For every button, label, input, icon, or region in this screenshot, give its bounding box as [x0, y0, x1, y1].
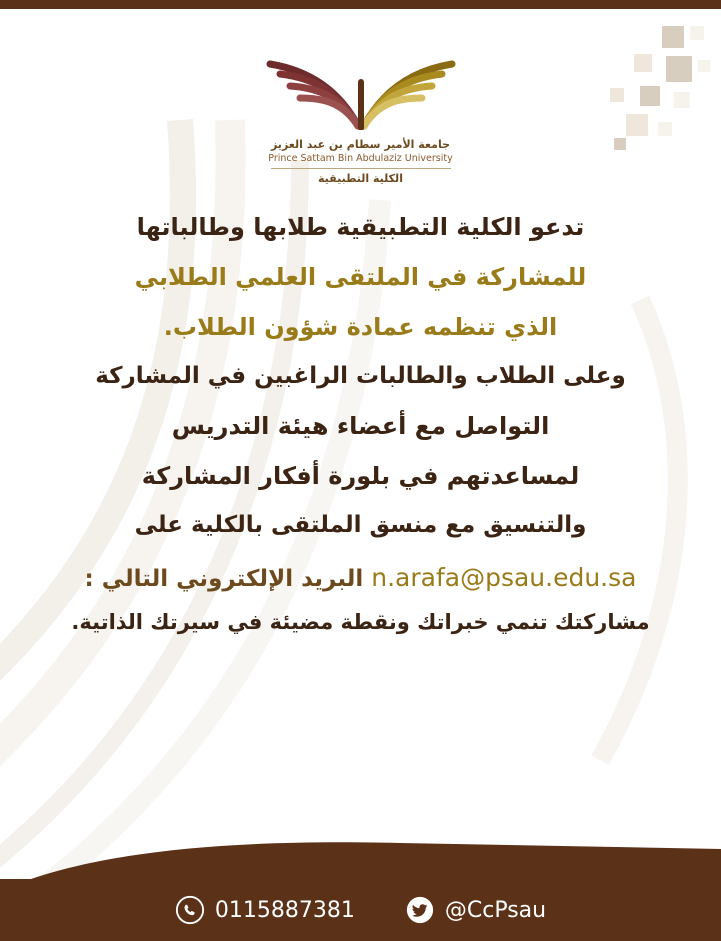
- footer-contacts: [0, 879, 721, 941]
- body-line-3: الذي تنظمه عمادة شؤون الطلاب.: [163, 313, 558, 341]
- open-book-logo-icon: [256, 48, 466, 130]
- closing-line: مشاركتك تنمي خبراتك ونقطة مضيئة في سيرتك الذاتية.: [71, 610, 650, 634]
- whatsapp-contact[interactable]: [175, 895, 355, 925]
- university-logo-block: [0, 48, 721, 185]
- poster-body: [0, 215, 721, 634]
- logo-college-name: الكلية التطبيقية: [318, 172, 403, 185]
- body-line-4: وعلى الطلاب والطالبات الراغبين في المشاركة: [95, 363, 626, 389]
- email-address[interactable]: n.arafa@psau.edu.sa: [371, 563, 637, 592]
- top-brown-bar: [0, 0, 721, 9]
- body-line-6: لمساعدتهم في بلورة أفكار المشاركة: [141, 462, 580, 490]
- logo-divider: [271, 168, 451, 169]
- body-line-7: والتنسيق مع منسق الملتقى بالكلية على: [134, 512, 587, 538]
- logo-university-name-ar: جامعة الأمير سطام بن عبد العزيز: [270, 138, 451, 151]
- twitter-handle: @CcPsau: [444, 897, 547, 923]
- logo-university-name-en: Prince Sattam Bin Abdulaziz University: [268, 153, 453, 164]
- whatsapp-icon: [175, 895, 205, 925]
- twitter-bird-icon: [405, 895, 435, 925]
- phone-number: 0115887381: [214, 897, 355, 923]
- body-line-2: للمشاركة في الملتقى العلمي الطلابي: [134, 263, 587, 291]
- email-line: [0, 563, 721, 592]
- footer: [0, 821, 721, 941]
- body-line-1: تدعو الكلية التطبيقية طلابها وطالباتها: [136, 213, 585, 241]
- body-line-5: التواصل مع أعضاء هيئة التدريس: [171, 412, 550, 440]
- email-label: البريد الإلكتروني التالي :: [84, 566, 364, 592]
- twitter-contact[interactable]: [405, 895, 546, 925]
